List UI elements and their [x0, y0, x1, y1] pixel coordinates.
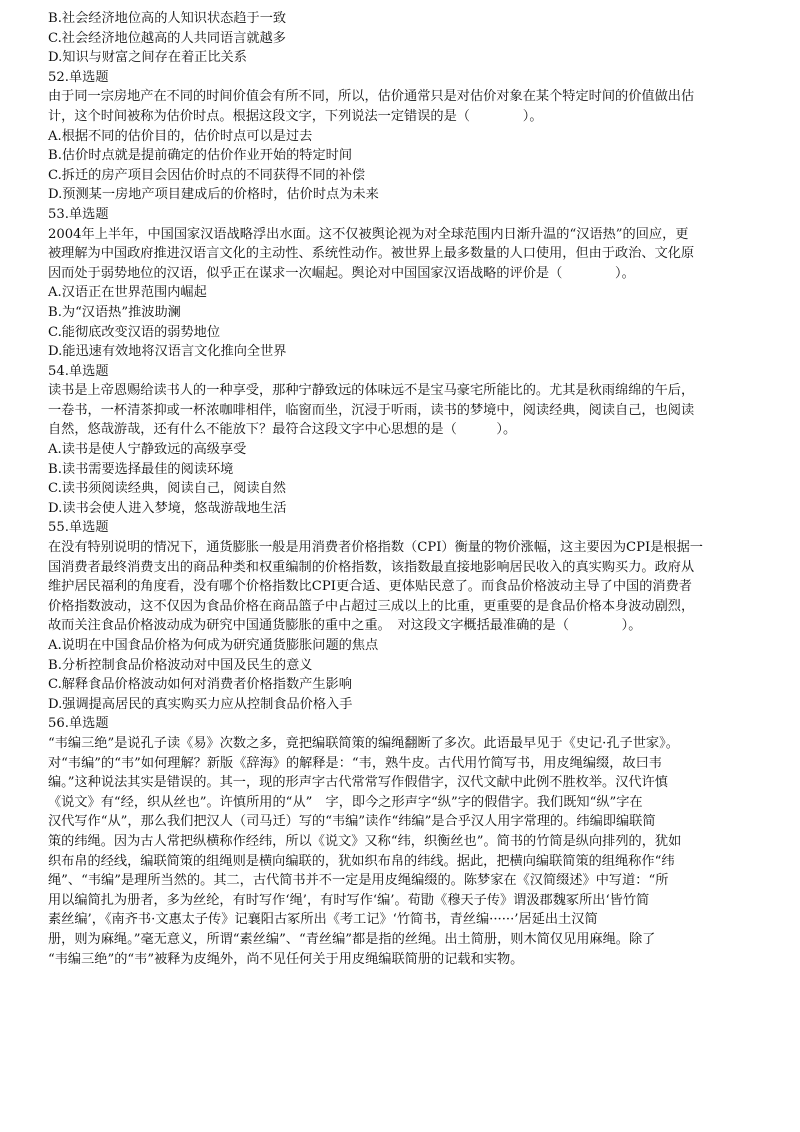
question-header: 54.单选题: [48, 363, 109, 379]
question-stem-line: 用以编简扎为册者，多为丝纶，有时写作‘绳’，有时写作‘编’。荀勖《穆天子传》谓汲郡魏冢所出‘皆竹简: [48, 892, 650, 908]
question-header: 56.单选题: [48, 716, 109, 732]
question-stem-line: 织布帛的经线，编联简策的组绳则是横向编联的，犹如织布帛的纬线。据此，把横向编联简策的组绳称作“纬: [48, 853, 675, 869]
question-stem-line: 被理解为中国政府推进汉语言文化的主动性、系统性动作。被世界上最多数量的人口使用，但由于政治、文化原: [48, 246, 695, 262]
question-stem-line: 《说文》有“经，织从丝也”。许慎所用的“从” 字，即今之形声字“纵”字的假借字。我们既知“纵”字在: [48, 794, 643, 810]
question-stem-line: 对“韦编”的“韦”如何理解？新版《辞海》的解释是：“韦，熟牛皮。古代用竹简写书，用皮绳编缀，故曰韦: [48, 755, 662, 771]
question-stem-line: “韦编三绝”是说孔子读《易》次数之多，竟把编联简策的编绳翻断了多次。此语最早见于《史记·孔子世家》。: [48, 735, 679, 751]
option-d: D.知识与财富之间存在着正比关系: [48, 50, 247, 66]
question-52: [48, 68, 752, 205]
option-c: C.拆迁的房产项目会因估价时点的不同获得不同的补偿: [48, 167, 366, 183]
option-d: D.预测某一房地产项目建成后的价格时，估价时点为未来: [48, 187, 379, 203]
question-header: 52.单选题: [48, 69, 109, 85]
question-53: [48, 205, 752, 362]
option-b: B.分析控制食品价格波动对中国及民生的意义: [48, 657, 313, 673]
option-c: C.解释食品价格波动如何对消费者价格指数产生影响: [48, 677, 352, 693]
question-stem-line: 自然，悠哉游哉，还有什么不能放下？最符合这段文字中心思想的是（ ）。: [48, 422, 517, 438]
question-stem-line: 素丝编’，《南齐书·文惠太子传》记襄阳古冢所出《考工记》‘竹简书，青丝编······’居延出土汉简: [48, 912, 598, 928]
option-d: D.强调提高居民的真实购买力应从控制食品价格入手: [48, 696, 353, 712]
option-a: A.说明在中国食品价格为何成为研究通货膨胀问题的焦点: [48, 638, 379, 653]
question-header: 53.单选题: [48, 206, 109, 222]
question-stem-line: 册，则为麻绳。”毫无意义，所谓“素丝编”、“青丝编”都是指的丝绳。出土简册，则木简仅见用麻绳。除了: [48, 931, 656, 947]
option-c: C.社会经济地位越高的人共同语言就越多: [48, 30, 286, 46]
option-a: A.读书是使人宁静致远的高级享受: [48, 442, 247, 458]
option-d: D.能迅速有效地将汉语言文化推向全世界: [48, 344, 287, 360]
question-stem-line: 一卷书，一杯清茶抑或一杯浓咖啡相伴，临窗而坐，沉浸于听雨，读书的梦境中，阅读经典，阅读自己，也阅读: [48, 402, 695, 418]
question-stem-line: 维护居民福利的角度看，没有哪个价格指数比CPI更合适、更体贴民意了。而食品价格波动主导了中国的消费者: [48, 579, 692, 595]
question-stem-line: “韦编三绝”的“韦”被释为皮绳外，尚不见任何关于用皮绳编联简册的记载和实物。: [48, 951, 524, 967]
question-stem-line: 因而处于弱势地位的汉语，似乎正在谋求一次崛起。舆论对中国国家汉语战略的评价是（ ）。: [48, 265, 635, 281]
question-stem-line: 2004年上半年，中国国家汉语战略浮出水面。这不仅被舆论视为对全球范围内日渐升温的“汉语热”的回应，更: [48, 226, 689, 242]
question-stem-line: 计，这个时间被称为估价时点。根据这段文字，下列说法一定错误的是（ ）。: [48, 108, 543, 124]
option-c: C.能彻底改变汉语的弱势地位: [48, 324, 221, 340]
question-stem-line: 由于同一宗房地产在不同的时间价值会有所不同，所以，估价通常只是对估价对象在某个特定时间的价值做出估: [48, 89, 695, 105]
question-stem-line: 价格指数波动，这不仅因为食品价格在商品篮子中占超过三成以上的比重，更重要的是食品价格本身波动剧烈，: [48, 598, 695, 614]
question-54: [48, 362, 752, 519]
q51-options-tail: [48, 9, 752, 68]
option-a: A.根据不同的估价目的，估价时点可以是过去: [48, 128, 313, 144]
option-b: B.读书需要选择最佳的阅读环境: [48, 461, 234, 477]
question-55: [48, 518, 752, 714]
option-b: B.为“汉语热”推波助澜: [48, 304, 181, 320]
question-stem-line: 国消费者最终消费支出的商品种类和权重编制的价格指数，该指数最直接地影响居民收入的真实购买力。政府从: [48, 559, 695, 575]
question-stem-line: 策的纬绳。因为古人常把纵横称作经纬，所以《说文》又称“纬，织衡丝也”。简书的竹简是纵向排列的，犹如: [48, 833, 682, 849]
option-b: B.社会经济地位高的人知识状态趋于一致: [48, 11, 287, 26]
option-d: D.读书会使人进入梦境，悠哉游哉地生活: [48, 500, 287, 516]
question-stem-line: 读书是上帝恩赐给读书人的一种享受，那种宁静致远的体味远不是宝马豪宅所能比的。尤其是秋雨绵绵的午后，: [48, 383, 695, 399]
option-c: C.读书须阅读经典，阅读自己，阅读自然: [48, 481, 286, 497]
question-header: 55.单选题: [48, 520, 109, 536]
option-b: B.估价时点就是提前确定的估价作业开始的特定时间: [48, 148, 353, 164]
question-stem-line: 绳”、“韦编”是理所当然的。其二，古代简书并不一定是用皮绳编缀的。陈梦家在《汉简缀述》中写道：“所: [48, 873, 669, 889]
option-a: A.汉语正在世界范围内崛起: [48, 285, 207, 301]
question-stem-line: 在没有特别说明的情况下，通货膨胀一般是用消费者价格指数（CPI）衡量的物价涨幅，这主要因为CPI是根据一: [48, 540, 703, 556]
question-stem-line: 汉代写作“从”，那么我们把汉人（司马迁）写的“韦编”读作“纬编”是合乎汉人用字常理的。纬编即编联简: [48, 814, 656, 830]
question-stem-line: 故而关注食品价格波动成为研究中国通货膨胀的重中之重。 对这段文字概括最准确的是（ ）。: [48, 618, 642, 634]
question-stem-line: 编。”这种说法其实是错误的。其一，现的形声字古代常常写作假借字，汉代文献中此例不胜枚举。汉代许慎: [48, 775, 668, 791]
question-56: [48, 714, 752, 969]
